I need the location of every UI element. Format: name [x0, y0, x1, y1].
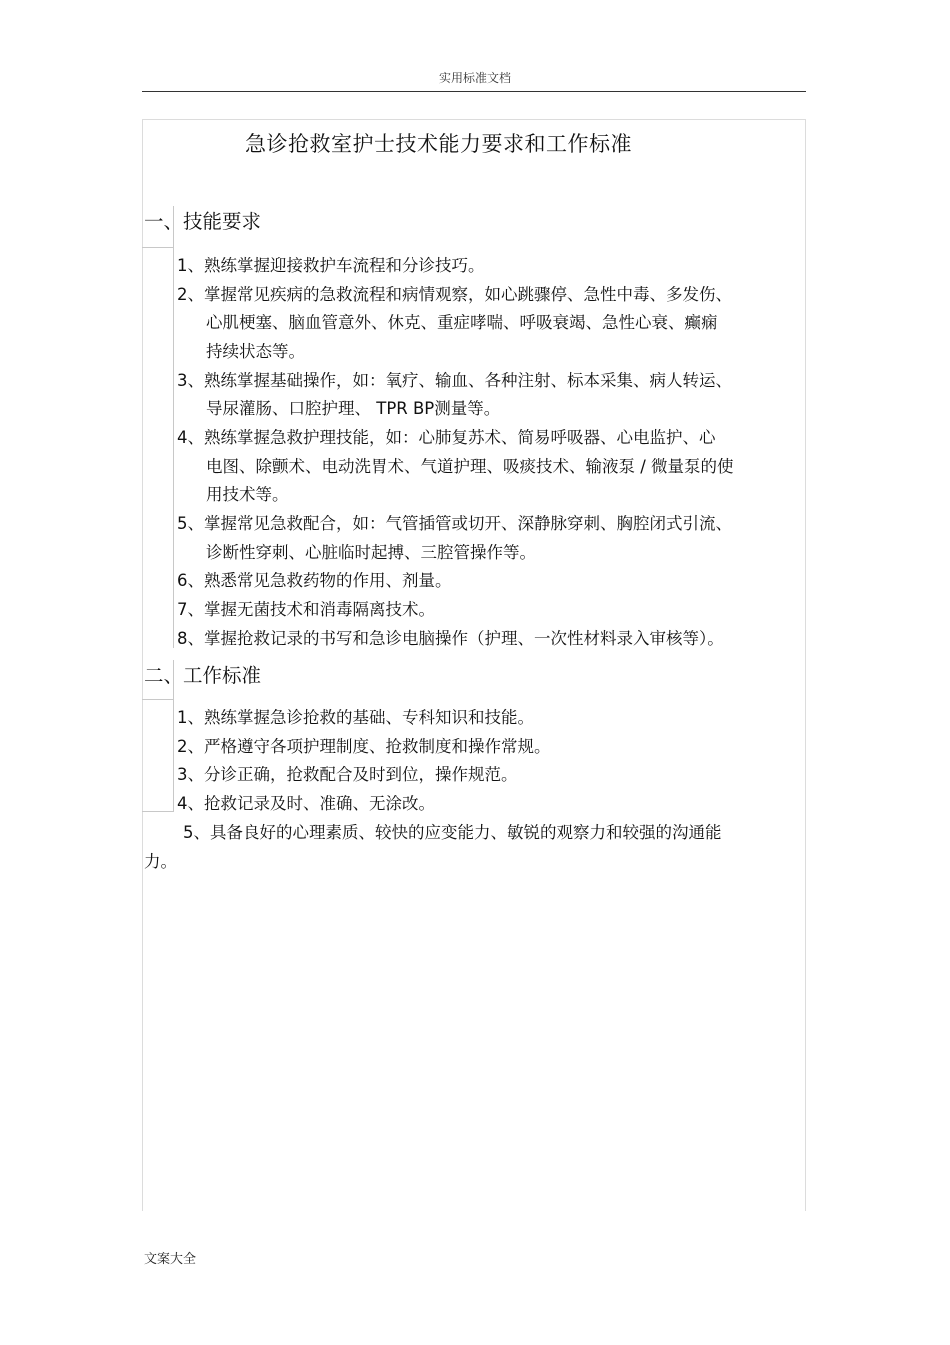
- skill-item-3-cont: 导尿灌肠、口腔护理、 TPR BP测量等。: [206, 399, 501, 418]
- skill-item-1: 1、熟练掌握迎接救护车流程和分诊技巧。: [177, 256, 485, 275]
- section-bracket: [142, 206, 174, 248]
- page-header-label: 实用标准文档: [438, 71, 511, 85]
- standard-item-4: 4、抢救记录及时、准确、无涂改。: [177, 794, 435, 813]
- section-heading-skills: 一、技能要求: [144, 210, 262, 233]
- skill-item-4-cont: 用技术等。: [206, 485, 289, 504]
- section-bracket: [142, 248, 174, 648]
- skill-item-7: 7、掌握无菌技术和消毒隔离技术。: [177, 600, 435, 619]
- standard-item-5: 5、具备良好的心理素质、较快的应变能力、敏锐的观察力和较强的沟通能: [183, 823, 722, 842]
- skill-item-2: 2、掌握常见疾病的急救流程和病情观察，如心跳骤停、急性中毒、多发伤、: [177, 285, 732, 304]
- skill-item-5: 5、掌握常见急救配合，如：气管插管或切开、深静脉穿刺、胸腔闭式引流、: [177, 514, 732, 533]
- standard-item-1: 1、熟练掌握急诊抢救的基础、专科知识和技能。: [177, 708, 534, 727]
- skill-item-6: 6、熟悉常见急救药物的作用、剂量。: [177, 571, 452, 590]
- skill-item-2-cont: 持续状态等。: [206, 342, 305, 361]
- skill-item-2-cont: 心肌梗塞、脑血管意外、休克、重症哮喘、呼吸衰竭、急性心衰、癫痫: [206, 313, 718, 332]
- header-divider: [142, 91, 806, 92]
- section-heading-standards: 二、工作标准: [144, 664, 262, 687]
- standard-item-5-cont: 力。: [144, 852, 177, 871]
- section-bracket: [142, 660, 174, 700]
- skill-item-4: 4、熟练掌握急救护理技能，如：心肺复苏术、简易呼吸器、心电监护、心: [177, 428, 716, 447]
- skill-item-8: 8、掌握抢救记录的书写和急诊电脑操作（护理、一次性材料录入审核等）。: [177, 629, 724, 648]
- page-footer-label: 文案大全: [144, 1252, 197, 1267]
- standard-item-3: 3、分诊正确，抢救配合及时到位，操作规范。: [177, 765, 518, 784]
- skill-item-5-cont: 诊断性穿刺、心脏临时起搏、三腔管操作等。: [206, 543, 536, 562]
- standard-item-2: 2、严格遵守各项护理制度、抢救制度和操作常规。: [177, 737, 551, 756]
- document-title: 急诊抢救室护士技术能力要求和工作标准: [245, 132, 632, 156]
- skill-item-4-cont: 电图、除颤术、电动洗胃术、气道护理、吸痰技术、输液泵 / 微量泵的使: [206, 457, 734, 476]
- skill-item-3: 3、熟练掌握基础操作，如：氧疗、输血、各种注射、标本采集、病人转运、: [177, 371, 732, 390]
- section-bracket: [142, 700, 174, 812]
